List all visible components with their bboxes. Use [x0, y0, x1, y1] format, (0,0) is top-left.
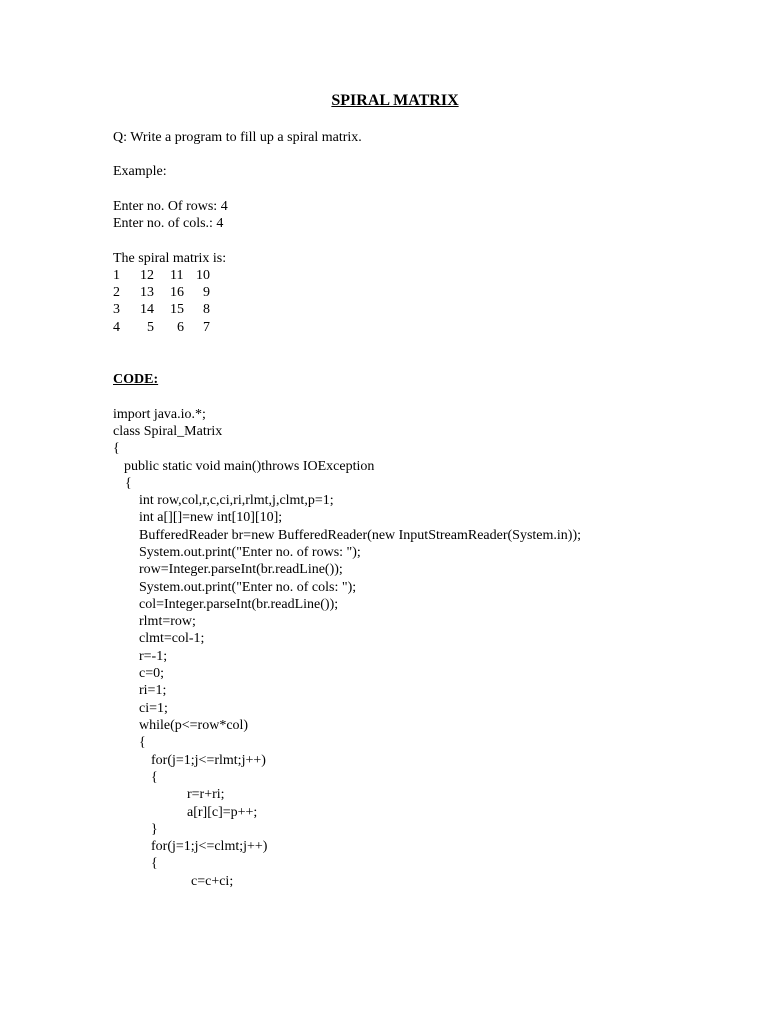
code-line: ci=1;: [139, 701, 168, 716]
code-line: r=r+ri;: [187, 787, 225, 802]
code-heading: CODE:: [113, 372, 159, 387]
code-line: ri=1;: [139, 683, 167, 698]
code-line: }: [151, 822, 158, 837]
example-label: Example:: [113, 164, 167, 179]
code-line: rlmt=row;: [139, 614, 196, 629]
code-line: public static void main()throws IOException: [124, 459, 375, 474]
code-line: clmt=col-1;: [139, 631, 205, 646]
code-line: c=0;: [139, 666, 164, 681]
question-text: Q: Write a program to fill up a spiral matrix.: [113, 130, 362, 145]
matrix-cell: 4: [113, 320, 120, 335]
matrix-cell: 16: [170, 285, 184, 300]
code-line: {: [113, 441, 120, 456]
matrix-cell: 7: [203, 320, 210, 335]
matrix-cell: 2: [113, 285, 120, 300]
document-title: SPIRAL MATRIX: [331, 92, 459, 109]
code-line: {: [151, 856, 158, 871]
code-line: BufferedReader br=new BufferedReader(new InputStreamReader(System.in));: [139, 528, 581, 543]
code-line: while(p<=row*col): [139, 718, 249, 733]
matrix-cell: 11: [170, 268, 184, 283]
matrix-cell: 10: [196, 268, 210, 283]
matrix-cell: 8: [203, 302, 210, 317]
matrix-cell: 9: [203, 285, 210, 300]
result-label: The spiral matrix is:: [113, 251, 227, 266]
matrix-cell: 12: [140, 268, 154, 283]
code-line: int row,col,r,c,ci,ri,rlmt,j,clmt,p=1;: [139, 493, 334, 508]
code-line: r=-1;: [139, 649, 168, 664]
input-cols-text: Enter no. of cols.: 4: [113, 216, 224, 231]
code-line: int a[][]=new int[10][10];: [139, 510, 283, 525]
matrix-cell: 6: [177, 320, 184, 335]
code-line: System.out.print("Enter no. of rows: ");: [139, 545, 361, 560]
code-line: for(j=1;j<=clmt;j++): [151, 839, 268, 854]
matrix-cell: 3: [113, 302, 120, 317]
matrix-cell: 1: [113, 268, 120, 283]
code-line: row=Integer.parseInt(br.readLine());: [139, 562, 343, 577]
matrix-cell: 14: [140, 302, 154, 317]
input-rows-text: Enter no. Of rows: 4: [113, 199, 228, 214]
code-line: import java.io.*;: [113, 407, 206, 422]
code-line: {: [139, 735, 146, 750]
code-line: for(j=1;j<=rlmt;j++): [151, 753, 266, 768]
code-line: col=Integer.parseInt(br.readLine());: [139, 597, 339, 612]
code-line: {: [151, 770, 158, 785]
matrix-cell: 5: [147, 320, 154, 335]
code-line: a[r][c]=p++;: [187, 805, 258, 820]
matrix-cell: 13: [140, 285, 154, 300]
matrix-cell: 15: [170, 302, 184, 317]
code-line: c=c+ci;: [191, 874, 234, 889]
code-line: {: [125, 476, 132, 491]
code-line: System.out.print("Enter no. of cols: ");: [139, 580, 357, 595]
code-line: class Spiral_Matrix: [113, 424, 223, 439]
